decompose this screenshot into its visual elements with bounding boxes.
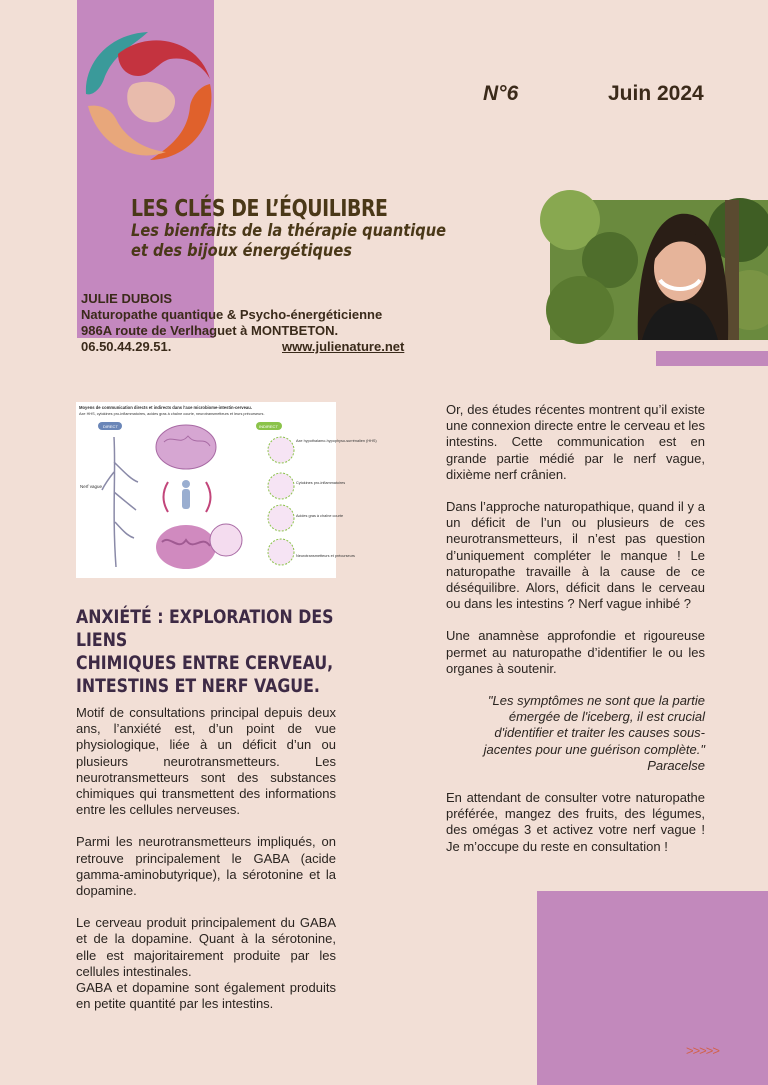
decorative-purple-bar-bottom <box>537 891 768 1085</box>
next-page-arrows-icon: >>>>> <box>686 1043 719 1058</box>
contact-address: 986A route de Verlhaguet à MONTBETON. <box>81 323 339 338</box>
right-paragraph-4: En attendant de consulter votre naturopathe préférée, mangez des fruits, des légumes, des omégas 3 et activez votre nerf vague ! Je m’occupe du reste en consultation ! <box>446 790 705 854</box>
diagram-item-hpa: Axe hypothalamo-hypophyso-surrénalien (HHS) <box>296 439 377 443</box>
article-left-column <box>76 705 336 1028</box>
arrow-up-shape <box>206 482 211 512</box>
subtitle-line-1: Les bienfaits de la thérapie quantique <box>131 221 447 241</box>
newsletter-subtitle <box>131 221 446 261</box>
paracelse-quote: "Les symptômes ne sont que la partie émergée de l'iceberg, il est crucial d'identifier et traiter les causes sous-jacentes pour une guérison complète." Paracelse <box>483 693 705 773</box>
gut-brain-axis-diagram <box>76 402 377 578</box>
issue-date: Juin 2024 <box>608 82 704 105</box>
right-paragraph-3: Une anamnèse approfondie et rigoureuse permet au naturopathe d’identifier le ou les organes à soutenir. <box>446 628 705 676</box>
human-figure-head <box>182 480 190 488</box>
issue-number: N°6 <box>483 82 519 105</box>
newsletter-title: LES CLÉS DE L’ÉQUILIBRE <box>131 196 388 222</box>
hpa-axis-icon <box>268 437 294 463</box>
contact-name: JULIE DUBOIS <box>81 291 173 306</box>
headline-line-2: CHIMIQUES ENTRE CERVEAU, <box>76 652 334 674</box>
fatty-acids-icon <box>268 505 294 531</box>
diagram-title: Moyens de communication directs et indirects dans l'axe microbiome-intestin-cerveau. <box>79 405 252 410</box>
headline-line-3: INTESTINS ET NERF VAGUE. <box>76 675 320 697</box>
indirect-label: INDIRECT <box>259 424 278 429</box>
decorative-purple-bar-photo <box>656 351 768 366</box>
website-link[interactable]: www.julienature.net <box>282 339 405 354</box>
brain-shape <box>156 425 216 469</box>
contact-profession: Naturopathe quantique & Psycho-énergéticienne <box>81 307 383 322</box>
left-paragraph-1: Motif de consultations principal depuis deux ans, l’anxiété est, d’un point de vue physiologique, liée à un déficit d’un ou plusieurs neurotransmetteurs. Les neurotransmetteurs sont des substances chimiques qui transmettent des informations entre les cellules nerveuses. <box>76 705 336 818</box>
article-headline <box>76 606 350 698</box>
neurotransmitters-icon <box>268 539 294 565</box>
right-paragraph-2: Dans l’approche naturopathique, quand il y a un déficit de l’un ou plusieurs de ces neurotransmetteurs, il n’est pas question d’uniquement compléter le manque ! Le naturopathe travaille à la cause de ce déséquilibre. Alors, déficit dans le cerveau ou dans les intestins ? Nerf vague inhibé ? <box>446 499 705 612</box>
subtitle-line-2: et des bijoux énergétiques <box>131 241 352 261</box>
intestine-zoom-circle <box>210 524 242 556</box>
vagus-nerve-shape <box>102 437 138 567</box>
diagram-item-neurotransmitters: Neurotransmetteurs et précurseurs <box>296 554 355 558</box>
right-paragraph-1: Or, des études récentes montrent qu’il existe une connexion directe entre le cerveau et les intestins. Cette communication est en grande partie médié par le nerf vague, dixième nerf crânien. <box>446 402 705 482</box>
headline-line-1: ANXIÉTÉ : EXPLORATION DES LIENS <box>76 606 334 651</box>
left-paragraph-3a: Le cerveau produit principalement du GABA et de la dopamine. Quant à la sérotonine, elle est majoritairement produite par les cellules intestinales. <box>76 915 336 979</box>
diagram-graphic <box>76 402 377 578</box>
arrow-down-shape <box>164 482 169 512</box>
portrait-photo <box>550 200 768 340</box>
diagram-subtitle: Axe HHS, cytokines pro-inflammatoires, acides gras à chaîne courte, neurotransmetteurs et leurs précurseurs. <box>79 412 265 416</box>
logo-swirl-icon <box>78 24 218 164</box>
left-paragraph-3b: GABA et dopamine sont également produits en petite quantité par les intestins. <box>76 980 336 1012</box>
intestine-shape <box>156 525 216 569</box>
human-figure-body <box>182 489 190 509</box>
contact-block <box>81 291 441 355</box>
contact-phone: 06.50.44.29.51. <box>81 339 172 354</box>
left-paragraph-2: Parmi les neurotransmetteurs impliqués, on retrouve principalement le GABA (acide gamma-aminobutyrique), la sérotonine et la dopamine. <box>76 834 336 899</box>
nerve-label: Nerf vague <box>80 484 103 489</box>
diagram-item-cytokines: Cytokines pro-inflammatoires <box>296 481 346 485</box>
article-right-column <box>446 402 705 871</box>
direct-label: DIRECT <box>103 424 118 429</box>
diagram-item-fatty-acids: Acides gras à chaîne courte <box>296 514 344 518</box>
cytokines-icon <box>268 473 294 499</box>
